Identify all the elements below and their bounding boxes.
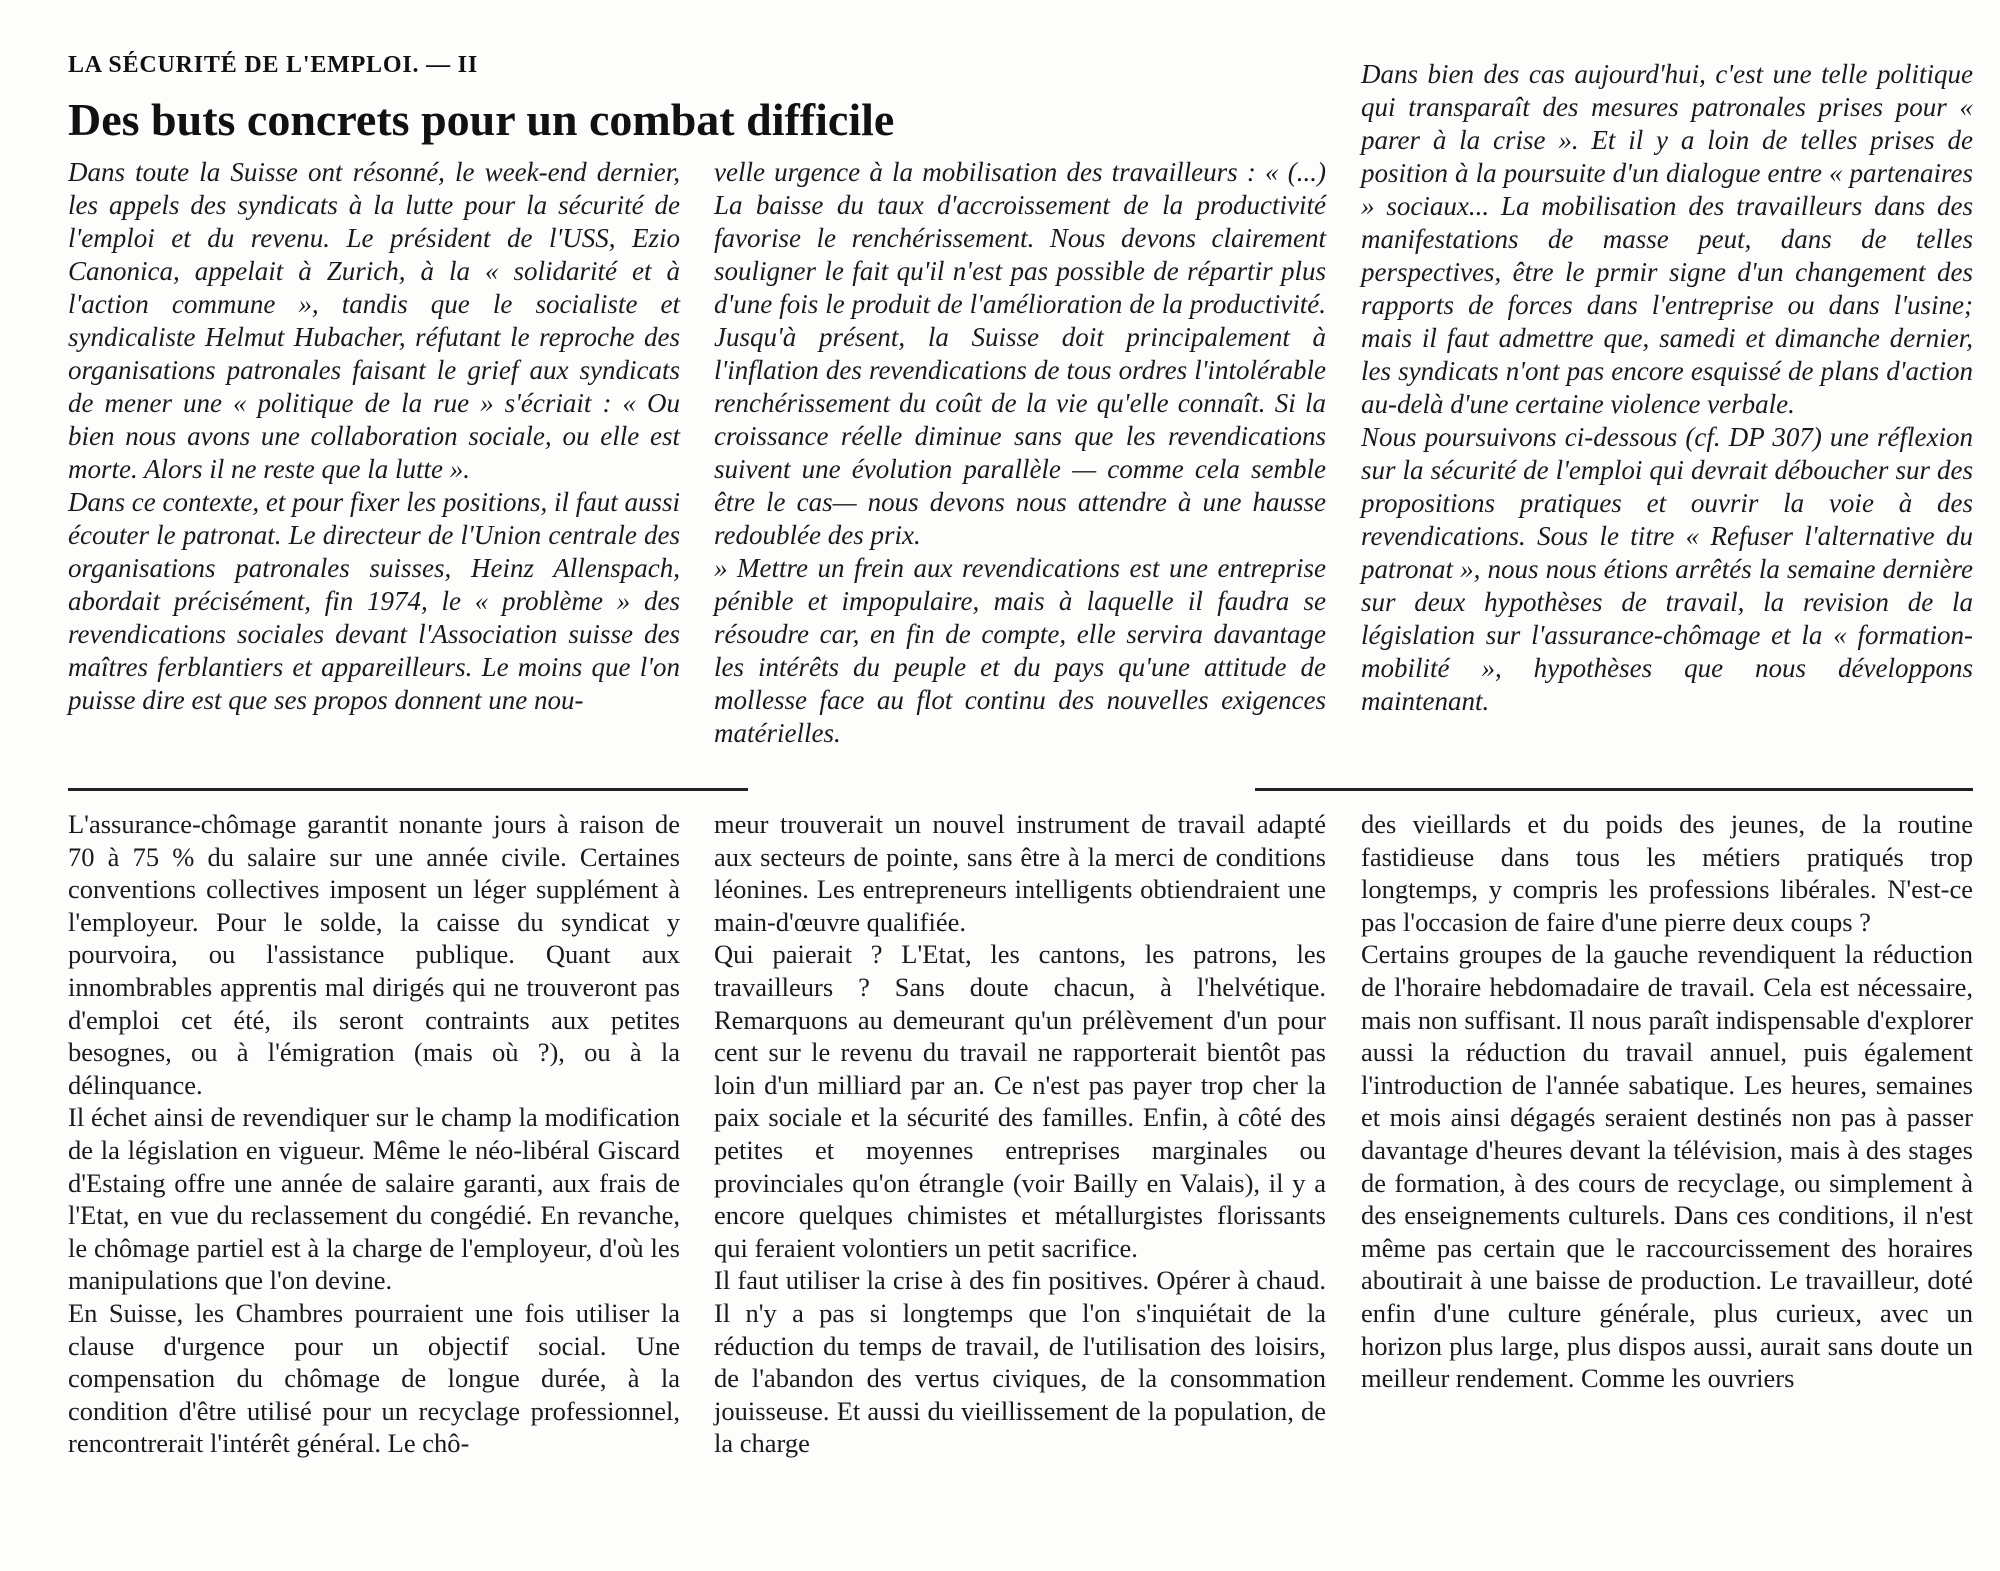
body-paragraph: Il faut utiliser la crise à des fin positives. Opérer à chaud. Il n'y a pas si longtemps que l'on s'inquiétait de la réduction du temps de travail, de l'utilisation des loisirs, de l'abandon des vertus civiques, de la consommation jouisseuse. Et aussi du vieillissement de la population, de la charge	[714, 1265, 1326, 1459]
intro-paragraph: Nous poursuivons ci-dessous (cf. DP 307) une réflexion sur la sécurité de l'emploi qui devrait déboucher sur des propositions pratiques et ouvrir la voie à des revendications. Sous le titre « Refuser l'alternative du patronat », nous nous étions arrêtés la semaine dernière sur deux hypothèses de travail, la revision de la législation sur l'assurance-chômage et la « formation-mobilité », hypothèses que nous développons maintenant.	[1361, 422, 1973, 716]
body-paragraph: Certains groupes de la gauche revendiquent la réduction de l'horaire hebdomadaire de travail. Cela est nécessaire, mais non suffisant. Il nous paraît indispensable d'explorer aussi la réduction du travail annuel, puis également l'introduction de l'année sabatique. Les heures, semaines et mois ainsi dégagés seraient destinés non pas à passer davantage d'heures devant la télévision, mais à des stages de formation, à des cours de recyclage, ou simplement à des enseignements culturels. Dans ces conditions, il n'est même pas certain que le raccourcissement des horaires aboutirait à une baisse de production. Le travailleur, doté enfin d'une culture générale, plus curieux, avec un horizon plus large, plus dispos aussi, aurait sans doute un meilleur rendement. Comme les ouvriers	[1361, 939, 1973, 1394]
body-column-1	[68, 808, 680, 1460]
body-paragraph: Qui paierait ? L'Etat, les cantons, les patrons, les travailleurs ? Sans doute chacun, à l'helvétique. Remarquons au demeurant qu'un prélèvement d'un pour cent sur le revenu du travail ne rapporterait bientôt pas loin d'un milliard par an. Ce n'est pas payer trop cher la paix sociale et la sécurité des familles. Enfin, à côté des petites et moyennes entreprises marginales ou provinciales qu'on étrangle (voir Bailly en Valais), il y a encore quelques chimistes et métallurgistes florissants qui feraient volontiers un petit sacrifice.	[714, 939, 1326, 1263]
section-divider-left	[68, 788, 748, 791]
intro-column-1	[68, 156, 680, 717]
body-paragraph: En Suisse, les Chambres pourraient une fois utiliser la clause d'urgence pour un objectif social. Une compensation du chômage de longue durée, à la condition d'être utilisé pour un recyclage professionnel, rencontrerait l'intérêt général. Le chô-	[68, 1297, 680, 1459]
intro-paragraph: velle urgence à la mobilisation des travailleurs : « (...) La baisse du taux d'accroissement de la productivité favorise le renchérissement. Nous devons clairement souligner le fait qu'il n'est pas possible de répartir plus d'une fois le produit de l'amélioration de la productivité. Jusqu'à présent, la Suisse doit principalement à l'inflation des revendications de tous ordres l'intolérable renchérissement du coût de la vie qu'elle connaît. Si la croissance réelle diminue sans que les revendications suivent une évolution parallèle — comme cela semble être le cas— nous devons nous attendre à une hausse redoublée des prix.	[714, 157, 1326, 550]
intro-column-3	[1361, 58, 1973, 718]
headline: Des buts concrets pour un combat difficile	[68, 94, 895, 145]
intro-column-2	[714, 156, 1326, 750]
intro-paragraph: » Mettre un frein aux revendications est une entreprise pénible et impopulaire, mais à laquelle il faudra se résoudre car, en fin de compte, elle servira davantage les intérêts du peuple et du pays qu'une attitude de mollesse face au flot continu des nouvelles exigences matérielles.	[714, 553, 1326, 748]
body-paragraph: des vieillards et du poids des jeunes, de la routine fastidieuse dans tous les métiers pratiqués trop longtemps, y compris les professions libérales. N'est-ce pas l'occasion de faire d'une pierre deux coups ?	[1361, 809, 1973, 937]
body-paragraph: L'assurance-chômage garantit nonante jours à raison de 70 à 75 % du salaire sur une année civile. Certaines conventions collectives imposent un léger supplément à l'employeur. Pour le solde, la caisse du syndicat y pourvoira, ou l'assistance publique. Quant aux innombrables apprentis mal dirigés qui ne trouveront pas d'emploi cet été, ils seront contraints aux petites besognes, ou à l'émigration (mais où ?), ou à la délinquance.	[68, 809, 680, 1100]
body-paragraph: Il échet ainsi de revendiquer sur le champ la modification de la législation en vigueur. Même le néo-libéral Giscard d'Estaing offre une année de salaire garanti, aux frais de l'Etat, en vue du reclassement du congédié. En revanche, le chômage partiel est à la charge de l'employeur, d'où les manipulations que l'on devine.	[68, 1102, 680, 1296]
body-paragraph: meur trouverait un nouvel instrument de travail adapté aux secteurs de pointe, sans être à la merci de conditions léonines. Les entrepreneurs intelligents obtiendraient une main-d'œuvre qualifiée.	[714, 809, 1326, 937]
intro-paragraph: Dans ce contexte, et pour fixer les positions, il faut aussi écouter le patronat. Le directeur de l'Union centrale des organisations patronales suisses, Heinz Allenspach, abordait précisément, fin 1974, le « problème » des revendications sociales devant l'Association suisse des maîtres ferblantiers et appareilleurs. Le moins que l'on puisse dire est que ses propos donnent une nou-	[68, 487, 680, 715]
intro-paragraph: Dans bien des cas aujourd'hui, c'est une telle politique qui transparaît des mesures patronales prises pour « parer à la crise ». Et il y a loin de telles prises de position à la poursuite d'un dialogue entre « partenaires » sociaux... La mobilisation des travailleurs dans des manifestations de masse peut, dans de telles perspectives, être le prmir signe d'un changement des rapports de forces dans l'entreprise ou dans l'usine; mais il faut admettre que, samedi et dimanche dernier, les syndicats n'ont pas encore esquissé de plans d'action au-delà d'une certaine violence verbale.	[1361, 59, 1973, 419]
body-column-2	[714, 808, 1326, 1460]
series-kicker: LA SÉCURITÉ DE L'EMPLOI. — II	[68, 52, 478, 78]
body-column-3	[1361, 808, 1973, 1395]
section-divider-right	[1255, 788, 1973, 791]
intro-paragraph: Dans toute la Suisse ont résonné, le week-end dernier, les appels des syndicats à la lutte pour la sécurité de l'emploi et du revenu. Le président de l'USS, Ezio Canonica, appelait à Zurich, à la « solidarité et à l'action commune », tandis que le socialiste et syndicaliste Helmut Hubacher, réfutant le reproche des organisations patronales faisant le grief aux syndicats de mener une « politique de la rue » s'écriait : « Ou bien nous avons une collaboration sociale, ou elle est morte. Alors il ne reste que la lutte ».	[68, 157, 680, 484]
